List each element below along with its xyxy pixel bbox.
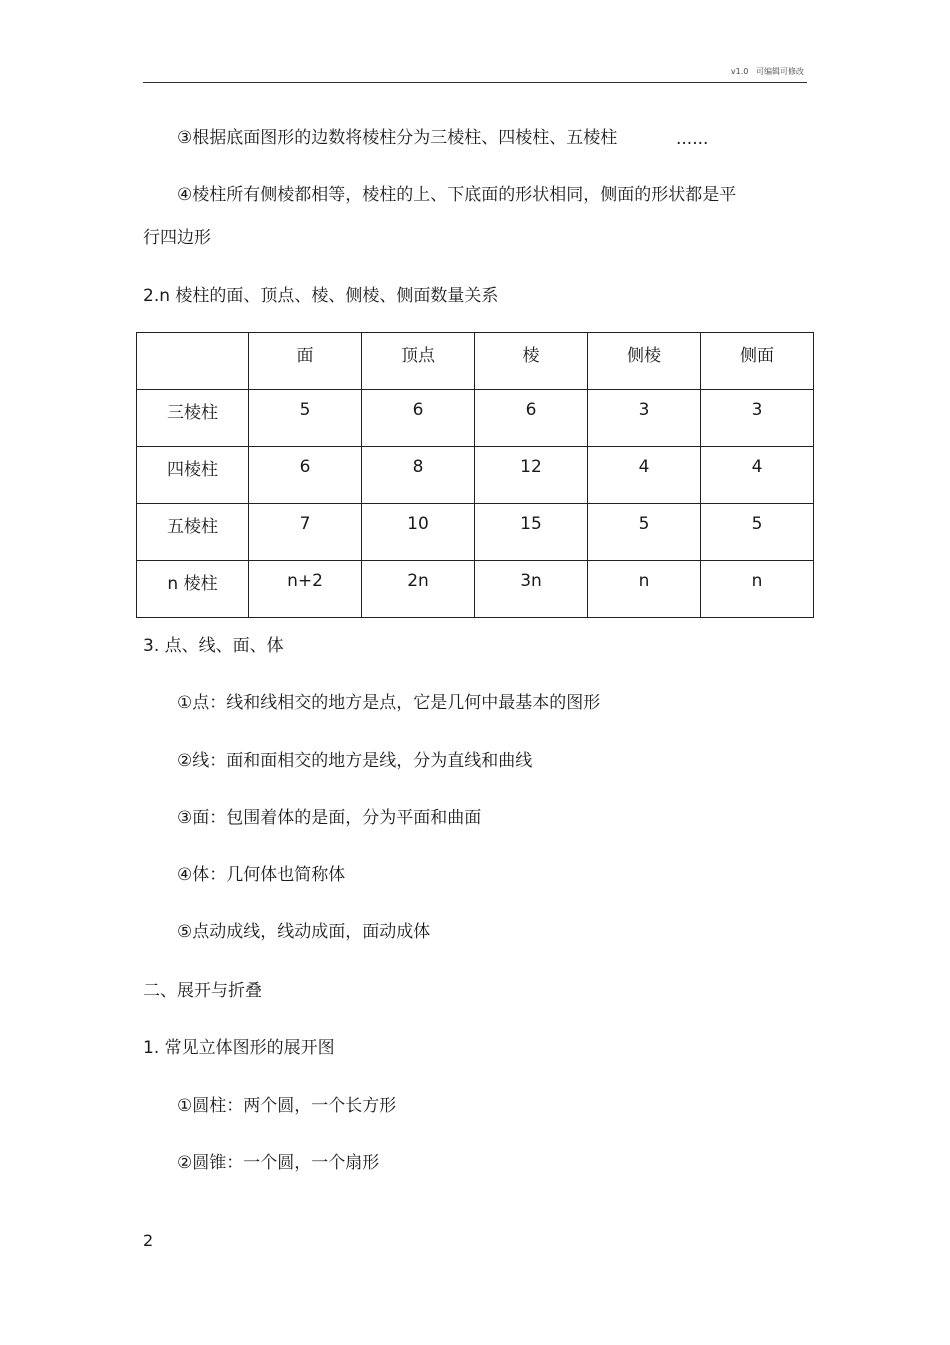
table-header-cell: 顶点 <box>362 333 475 390</box>
table-row <box>137 561 814 618</box>
table-cell: 8 <box>362 447 475 504</box>
list-item: ②圆锥：一个圆，一个扇形 <box>177 1153 380 1173</box>
section-3-title: 3. 点、线、面、体 <box>143 636 284 656</box>
table-cell: 四棱柱 <box>137 447 249 504</box>
table-cell: 五棱柱 <box>137 504 249 561</box>
table-row <box>137 447 814 504</box>
section-heading: 二、展开与折叠 <box>143 981 262 1001</box>
table-header-cell <box>137 333 249 390</box>
list-item: ④体：几何体也简称体 <box>177 865 346 885</box>
table-cell: 6 <box>475 390 588 447</box>
table-cell: 6 <box>362 390 475 447</box>
table-cell: 3 <box>701 390 814 447</box>
table-cell: 15 <box>475 504 588 561</box>
list-item: ①圆柱：两个圆，一个长方形 <box>177 1096 397 1116</box>
table-header-row <box>137 333 814 390</box>
header-version: v1.0 <box>730 67 749 76</box>
table-cell: 2n <box>362 561 475 618</box>
prism-count-table <box>136 332 814 618</box>
text-line-prism-classification: ③根据底面图形的边数将棱柱分为三棱柱、四棱柱、五棱柱 <box>177 128 618 148</box>
table-cell: 三棱柱 <box>137 390 249 447</box>
table-cell: 4 <box>588 447 701 504</box>
table-cell: n 棱柱 <box>137 561 249 618</box>
list-item: ②线：面和面相交的地方是线，分为直线和曲线 <box>177 751 533 771</box>
page-number: 2 <box>143 1231 154 1250</box>
header-meta <box>731 66 804 77</box>
ellipsis: ...... <box>676 129 709 149</box>
table-cell: 4 <box>701 447 814 504</box>
table-row <box>137 390 814 447</box>
table-header-cell: 侧棱 <box>588 333 701 390</box>
text-line-prism-properties: ④棱柱所有侧棱都相等，棱柱的上、下底面的形状相同，侧面的形状都是平 <box>177 185 737 205</box>
table-header-cell: 面 <box>249 333 362 390</box>
table-cell: n <box>701 561 814 618</box>
table-cell: 3n <box>475 561 588 618</box>
header-rule <box>143 82 807 83</box>
table-cell: n <box>588 561 701 618</box>
table-cell: 3 <box>588 390 701 447</box>
list-item: ①点：线和线相交的地方是点，它是几何中最基本的图形 <box>177 693 601 713</box>
table-cell: 5 <box>588 504 701 561</box>
list-item: ⑤点动成线，线动成面，面动成体 <box>177 922 431 942</box>
table-cell: 10 <box>362 504 475 561</box>
table-cell: 12 <box>475 447 588 504</box>
list-item: ③面：包围着体的是面，分为平面和曲面 <box>177 808 482 828</box>
table-row <box>137 504 814 561</box>
table-cell: 5 <box>249 390 362 447</box>
text-line-prism-properties-cont: 行四边形 <box>143 228 211 248</box>
table-cell: 5 <box>701 504 814 561</box>
table-cell: 7 <box>249 504 362 561</box>
table-header-cell: 棱 <box>475 333 588 390</box>
table-caption: 2.n 棱柱的面、顶点、棱、侧棱、侧面数量关系 <box>143 286 499 306</box>
table-cell: n+2 <box>249 561 362 618</box>
table-header-cell: 侧面 <box>701 333 814 390</box>
subsection-title: 1. 常见立体图形的展开图 <box>143 1038 335 1058</box>
table-cell: 6 <box>249 447 362 504</box>
header-editable: 可编辑可修改 <box>756 67 804 76</box>
